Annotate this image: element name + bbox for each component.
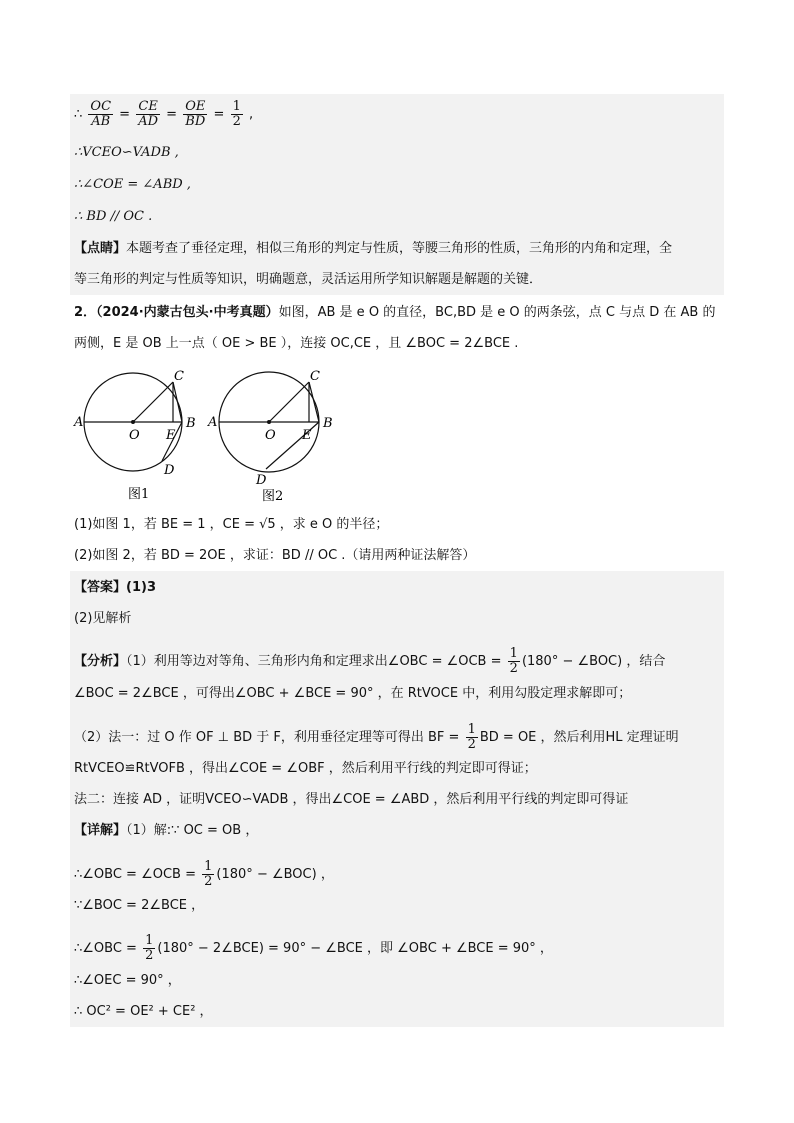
answer-line-2: (2)见解析 xyxy=(74,611,132,626)
svg-text:C: C xyxy=(310,369,320,384)
sub-question-2: (2)如图 2，若 BD = 2OE ，求证：BD // OC .（请用两种证法解答） xyxy=(74,548,476,563)
therefore-symbol: ∴ xyxy=(74,107,83,122)
analysis-line-5: 法二：连接 AD ，证明VCEO∽VADB ，得出∠COE = ∠ABD ，然后利用平行线的判定即可得证 xyxy=(74,792,629,807)
detail-line-3: ∵∠BOC = 2∠BCE ， xyxy=(74,898,205,913)
figure-2-caption: 图2 xyxy=(262,489,284,504)
figure-2 xyxy=(207,369,333,504)
analysis-line-3: （2）法一：过 O 作 OF ⊥ BD 于 F，利用垂径定理等可得出 BF = $\frac{1}{2}$ BD = OE ，然后利用HL 定理证明 xyxy=(74,722,679,752)
parallel-line: ∴ BD // OC . xyxy=(74,209,153,224)
svg-text:O: O xyxy=(265,428,276,443)
detail-line-6: ∴ OC² = OE² + CE² ， xyxy=(74,1004,213,1019)
detail-line-4: ∴∠OBC = $\frac{1}{2}$ (180° − 2∠BCE) = 90° − ∠BCE ，即 ∠OBC + ∠BCE = 90° ， xyxy=(74,933,553,963)
equal-angles-line: ∴∠COE = ∠ABD , xyxy=(74,177,191,192)
svg-text:A: A xyxy=(208,415,218,430)
svg-text:A: A xyxy=(74,415,84,430)
analysis-line-4: RtVCEO≌RtVOFB ，得出∠COE = ∠OBF ，然后利用平行线的判定即可得证； xyxy=(74,761,537,776)
figures-svg xyxy=(70,360,350,510)
svg-text:O: O xyxy=(129,428,140,443)
analysis-line-2: ∠BOC = 2∠BCE ，可得出∠OBC + ∠BCE = 90° ，在 RtVOCE 中，利用勾股定理求解即可； xyxy=(74,686,632,701)
analysis-tag: 【分析】 xyxy=(74,654,127,669)
question-line-2: 两侧，E 是 OB 上一点（ OE > BE ），连接 OC,CE ，且 ∠BOC = 2∠BCE . xyxy=(74,336,519,351)
fraction: $\frac{1}{2}$ xyxy=(232,99,241,129)
question-line-1: 2．（2024·内蒙古包头·中考真题）如图，AB 是 e O 的直径，BC,BD 是 e O 的两条弦，点 C 与点 D 在 AB 的 xyxy=(74,305,716,320)
fraction: $\frac{OE}{BD}$ xyxy=(185,99,206,129)
svg-text:E: E xyxy=(302,428,312,443)
comment-line-2: 等三角形的判定与性质等知识，明确题意，灵活运用所学知识解题是解题的关键． xyxy=(74,272,543,287)
geometry-figures xyxy=(70,360,350,510)
svg-text:E: E xyxy=(166,428,176,443)
comment-line-1: 【点睛】本题考查了垂径定理，相似三角形的判定与性质，等腰三角形的性质，三角形的内角和定理，全 xyxy=(74,241,673,256)
answer-line: 【答案】(1)3 xyxy=(74,580,156,595)
analysis-line-1: 【分析】（1）利用等边对等角、三角形内角和定理求出∠OBC = ∠OCB = $\frac{1}{2}$ (180° − ∠BOC) ，结合 xyxy=(74,646,666,676)
fraction: $\frac{1}{2}$ xyxy=(509,646,518,676)
answer-tag: 【答案】 xyxy=(74,580,127,595)
svg-text:D: D xyxy=(164,463,175,478)
svg-text:D: D xyxy=(256,473,267,488)
sub-question-1: (1)如图 1，若 BE = 1 ，CE = √5 ，求 e O 的半径； xyxy=(74,517,389,532)
fraction: $\frac{OC}{AB}$ xyxy=(90,99,112,129)
figure-1 xyxy=(73,369,196,502)
fraction: $\frac{1}{2}$ xyxy=(145,933,154,963)
svg-text:B: B xyxy=(186,416,196,431)
svg-text:B: B xyxy=(323,416,333,431)
similar-triangles-line: ∴VCEO∽VADB , xyxy=(74,145,179,160)
detail-line-1: 【详解】（1）解:∵ OC = OB ， xyxy=(74,823,259,838)
question-source: （2024·内蒙古包头·中考真题） xyxy=(96,305,279,320)
detail-tag: 【详解】 xyxy=(74,823,127,838)
comment-tag: 【点睛】 xyxy=(74,241,127,256)
fraction: $\frac{CE}{AD}$ xyxy=(138,99,159,129)
svg-text:C: C xyxy=(174,369,184,384)
fraction: $\frac{1}{2}$ xyxy=(467,722,476,752)
detail-line-5: ∴∠OEC = 90° ， xyxy=(74,973,181,988)
fraction: $\frac{1}{2}$ xyxy=(204,859,213,889)
figure-1-caption: 图1 xyxy=(128,487,150,502)
proportion-line: ∴ $\frac{OC}{AB}$ = $\frac{CE}{AD}$ = $\frac{OE}{BD}$ = $\frac{1}{2}$ , xyxy=(74,99,254,129)
detail-line-2: ∴∠OBC = ∠OCB = $\frac{1}{2}$ (180° − ∠BOC) ， xyxy=(74,859,334,889)
